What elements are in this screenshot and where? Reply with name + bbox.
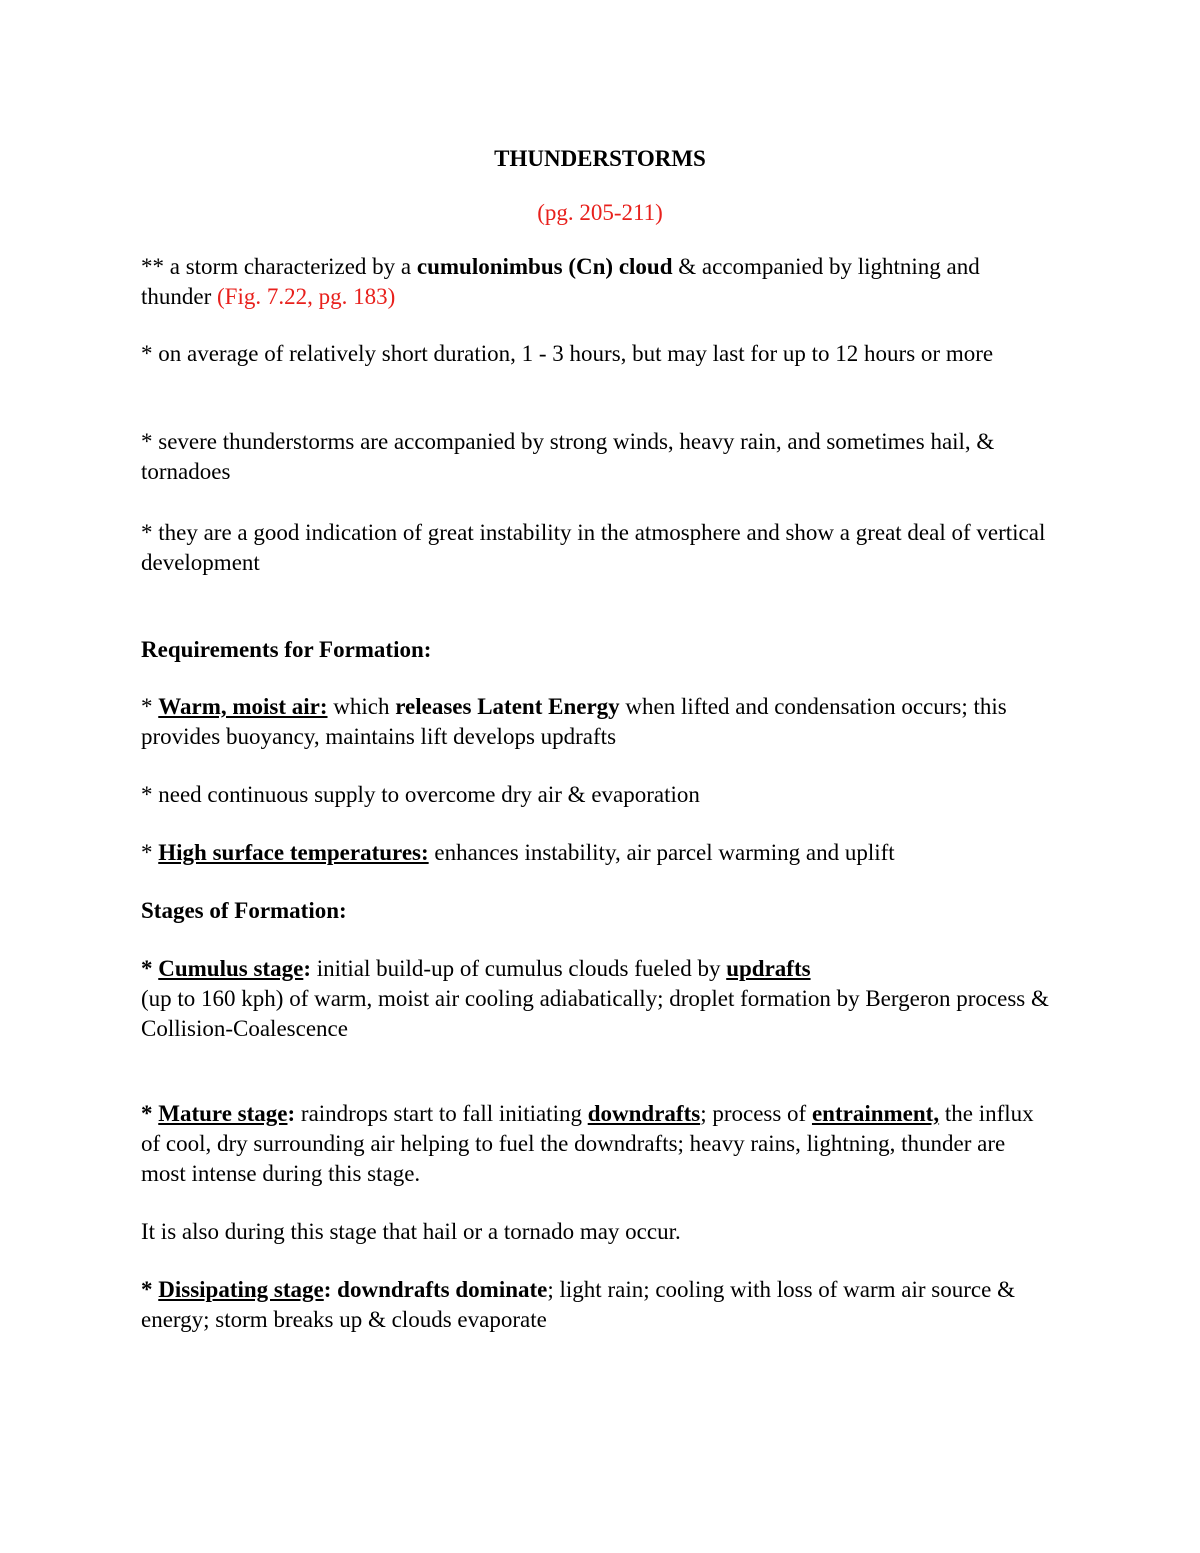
cumulus-paragraph: [141, 954, 1051, 1044]
term-cumulonimbus: cumulonimbus: [416, 254, 563, 279]
updrafts-term: updrafts: [726, 956, 811, 981]
high-temp-rest: enhances instability, air parcel warming and uplift: [428, 840, 895, 865]
warm-air-rest: when lifted and condensation occurs; this provides buoyancy, maintains lift develops updrafts: [141, 694, 1007, 749]
high-temp-label: High surface temperatures:: [158, 840, 429, 865]
downdrafts-term: downdrafts: [587, 1101, 701, 1126]
term-cn: (Cn): [562, 254, 619, 279]
downdrafts-dominate-term: downdrafts dominate: [331, 1277, 548, 1302]
entrainment-term: entrainment,: [811, 1101, 940, 1126]
cumulus-colon: :: [303, 956, 311, 981]
instability-paragraph: * they are a good indication of great instability in the atmosphere and show a great deal of vertical development: [141, 520, 1046, 575]
cumulus-mid: initial build-up of cumulus clouds fueled by: [310, 956, 727, 981]
term-cloud: cloud: [618, 254, 673, 279]
bullet-star: *: [141, 840, 159, 865]
bullet-star: *: [141, 956, 159, 981]
supply-paragraph: * need continuous supply to overcome dry air & evaporation: [141, 782, 700, 807]
document-title: THUNDERSTORMS: [494, 146, 706, 171]
dissipating-paragraph: [141, 1275, 1051, 1335]
figure-reference: (Fig. 7.22, pg. 183): [217, 284, 396, 309]
dissipating-colon: :: [323, 1277, 332, 1302]
cumulus-stage-label: Cumulus stage: [158, 956, 304, 981]
mature-mid2: ; process of: [700, 1101, 812, 1126]
mature-mid: raindrops start to fall initiating: [295, 1101, 588, 1126]
mature-stage-label: Mature stage: [158, 1101, 288, 1126]
intro-prefix: ** a storm characterized by a: [141, 254, 417, 279]
hail-paragraph: It is also during this stage that hail or a tornado may occur.: [141, 1219, 681, 1244]
intro-paragraph: [141, 252, 1051, 312]
mature-colon: :: [287, 1101, 296, 1126]
dissipating-rest: ; light rain; cooling with loss of warm air source & energy; storm breaks up & clouds evaporate: [141, 1277, 1015, 1332]
duration-paragraph: * on average of relatively short duration, 1 - 3 hours, but may last for up to 12 hours or more: [141, 341, 994, 366]
mature-rest: the influx of cool, dry surrounding air helping to fuel the downdrafts; heavy rains, lightning, thunder are most intense during this stage.: [141, 1101, 1034, 1186]
bullet-star: *: [141, 1277, 159, 1302]
high-temp-paragraph: [141, 838, 1051, 868]
stages-heading: Stages of Formation:: [141, 898, 347, 923]
page-reference: (pg. 205-211): [537, 200, 663, 225]
intro-rest: & accompanied by lightning and thunder: [141, 254, 980, 309]
dissipating-stage-label: Dissipating stage: [158, 1277, 324, 1302]
warm-air-label: Warm, moist air:: [158, 694, 328, 719]
bullet-star: *: [141, 694, 159, 719]
severe-paragraph: * severe thunderstorms are accompanied by strong winds, heavy rain, and sometimes hail, & tornadoes: [141, 429, 995, 484]
cumulus-rest: (up to 160 kph) of warm, moist air cooling adiabatically; droplet formation by Bergeron process & Collision-Coalescence: [141, 986, 1049, 1041]
warm-air-paragraph: [141, 692, 1051, 752]
mature-paragraph: [141, 1099, 1051, 1189]
bullet-star: *: [141, 1101, 159, 1126]
requirements-heading: Requirements for Formation:: [141, 637, 432, 662]
warm-air-mid: which: [327, 694, 396, 719]
latent-energy-term: releases Latent Energy: [395, 694, 620, 719]
